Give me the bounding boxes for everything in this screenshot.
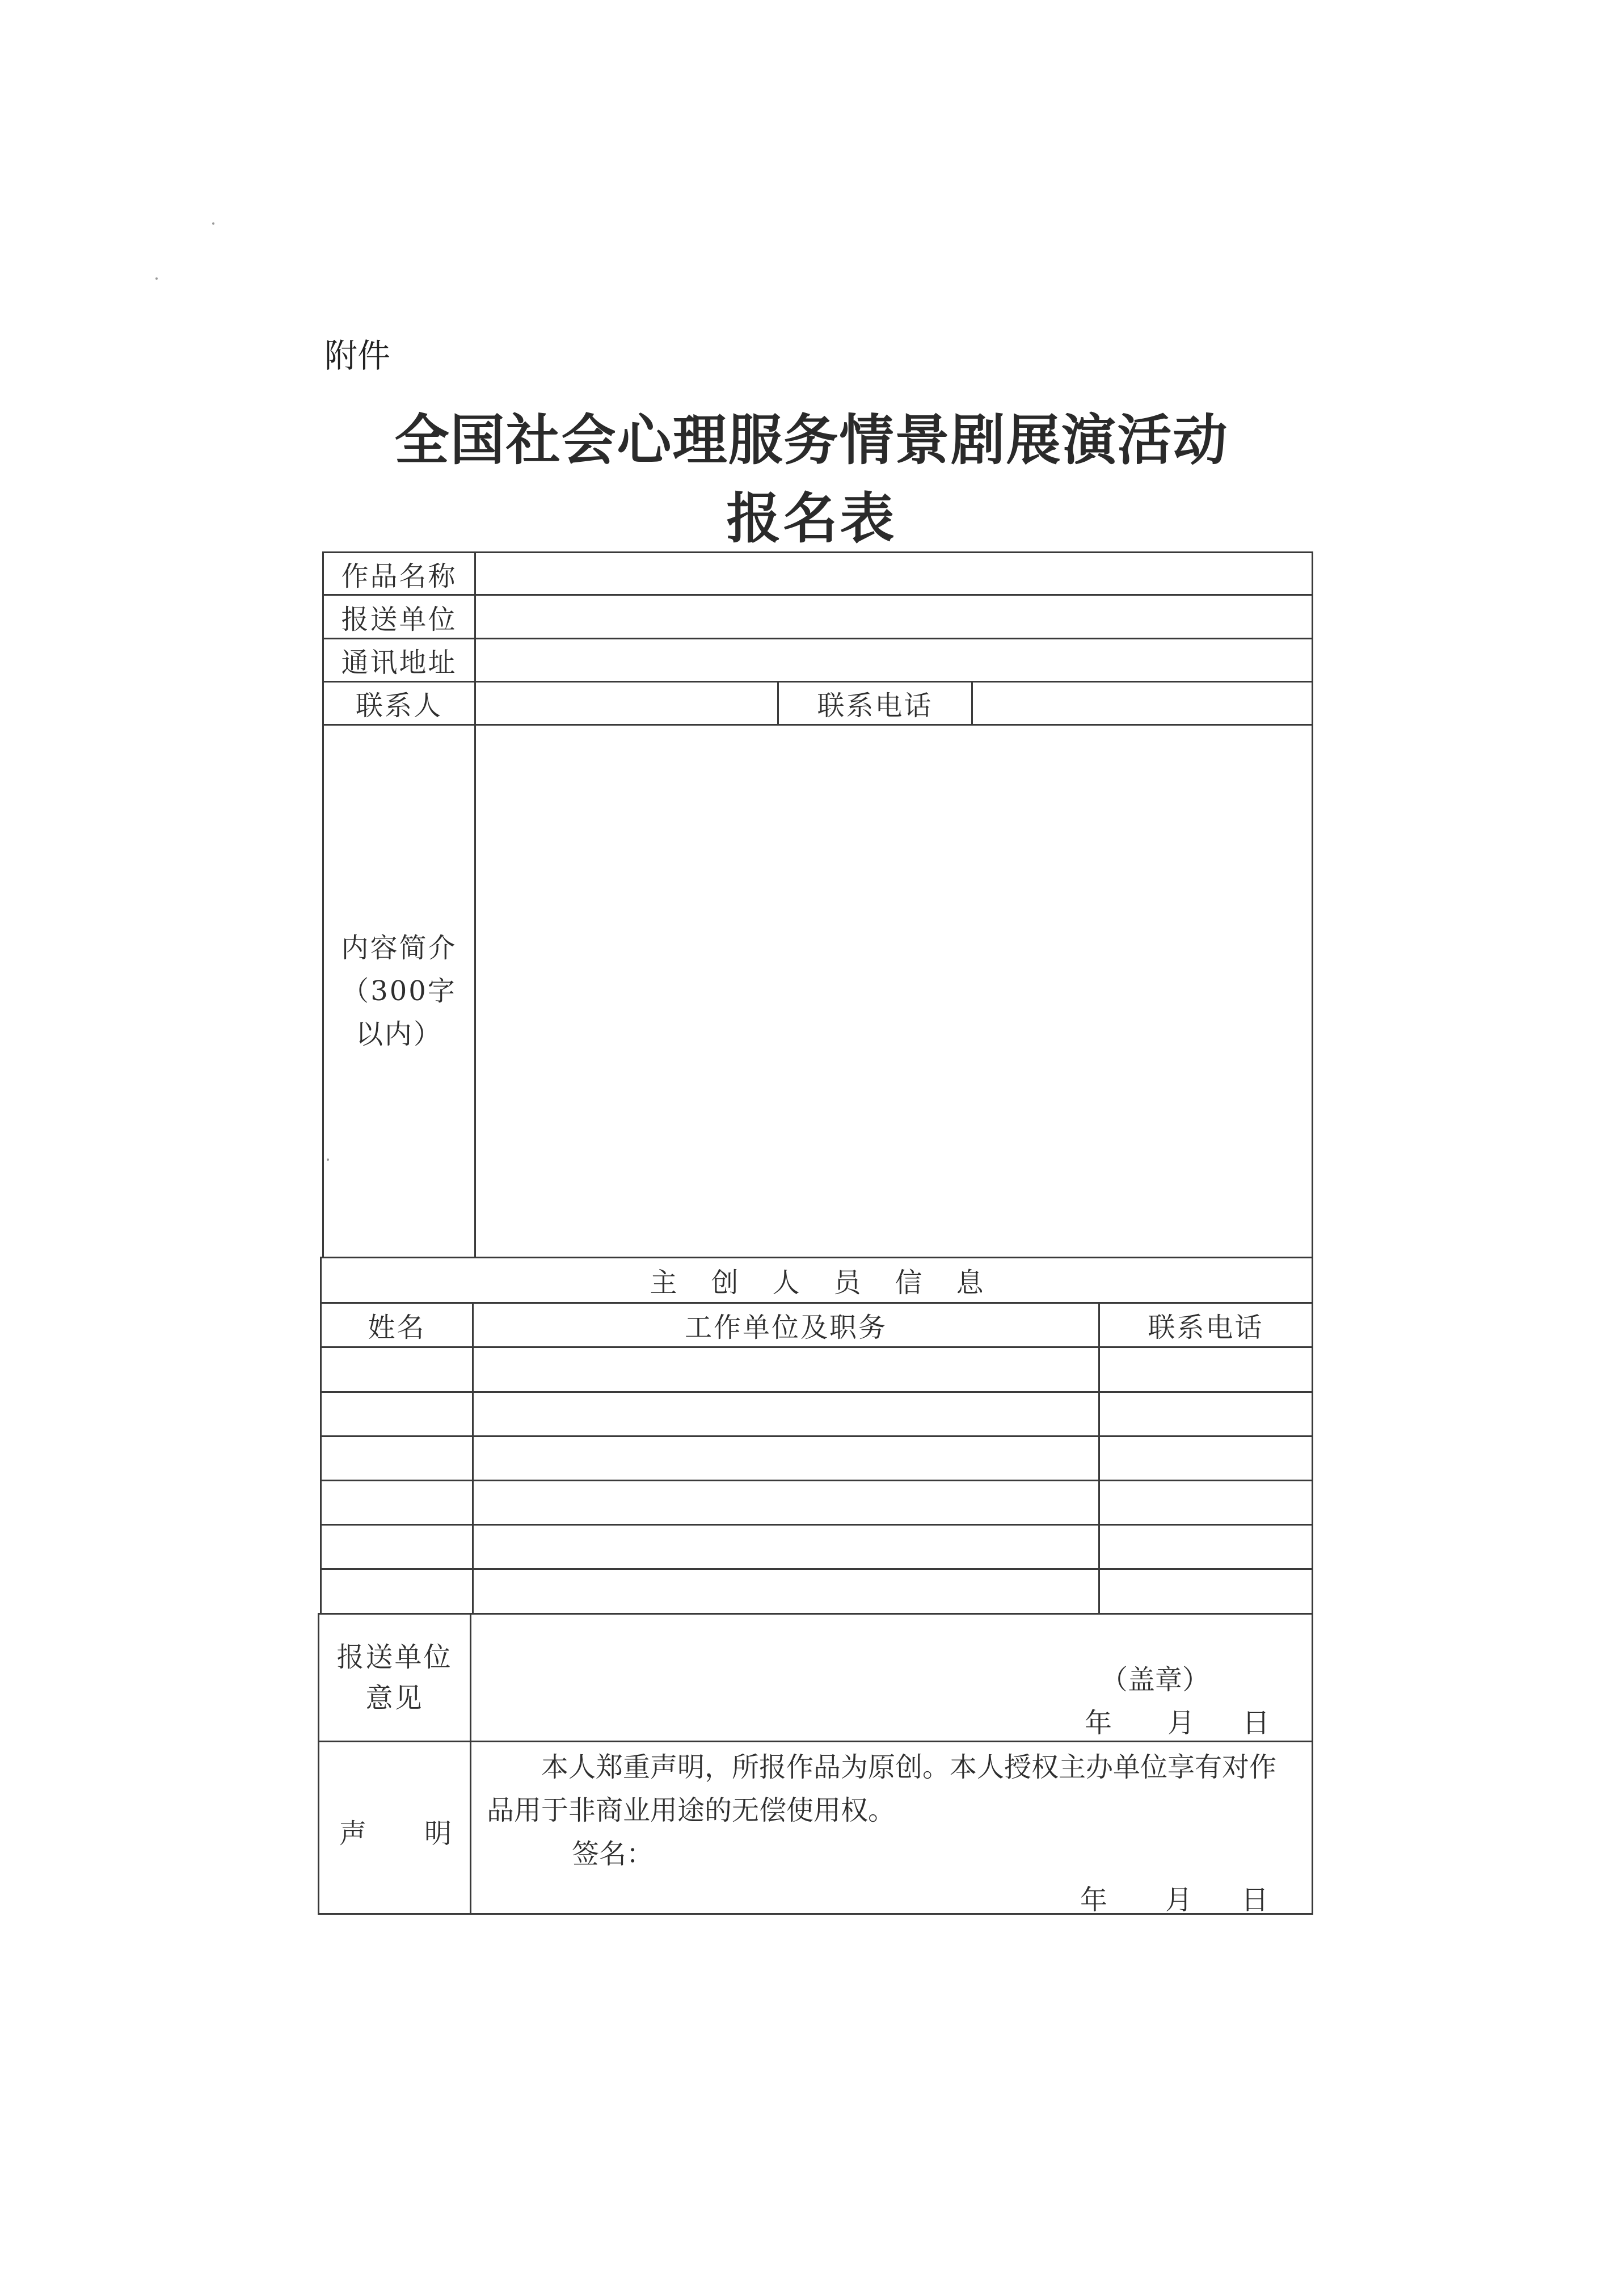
label-contact-person: 联系人 (355, 690, 442, 722)
attachment-label: 附件 (324, 336, 391, 375)
table-border-bottom (318, 1913, 1312, 1915)
creator-unit-cell[interactable] (474, 1481, 1098, 1524)
creator-phone-cell[interactable] (1100, 1393, 1312, 1435)
creator-name-cell[interactable] (322, 1348, 472, 1391)
declaration-line-1: 本人郑重声明，所报作品为原创。本人授权主办单位享有对作 (541, 1751, 1277, 1783)
creator-phone-cell[interactable] (1100, 1526, 1312, 1568)
mailing-address-field[interactable] (476, 639, 1312, 681)
declaration-label-char: 明 (424, 1818, 452, 1850)
seal-text: （盖章） (1101, 1664, 1210, 1696)
work-name-field[interactable] (476, 553, 1312, 594)
creator-unit-cell[interactable] (474, 1393, 1098, 1435)
creator-unit-cell[interactable] (474, 1348, 1098, 1391)
creator-phone-cell[interactable] (1100, 1481, 1312, 1524)
intro-label-line: 内容简介 (341, 932, 457, 964)
label-unit-opinion (319, 1615, 470, 1741)
label-content-intro (324, 726, 474, 1257)
scan-speck (155, 277, 158, 280)
creator-name-cell[interactable] (322, 1570, 472, 1613)
intro-label-line: 以内） (355, 1018, 442, 1050)
creator-phone-cell[interactable] (1100, 1570, 1312, 1613)
declaration-line-2: 品用于非商业用途的无偿使用权。 (487, 1794, 896, 1826)
creator-unit-cell[interactable] (474, 1570, 1098, 1613)
opinion-label-line: 报送单位 (336, 1641, 453, 1673)
scan-speck (212, 222, 214, 225)
col-header-name: 姓名 (368, 1312, 426, 1343)
label-mailing-address: 通讯地址 (341, 647, 457, 679)
creators-section-title: 主创人员信息 (650, 1267, 1018, 1299)
label-declaration (319, 1742, 470, 1913)
creator-name-cell[interactable] (322, 1393, 472, 1435)
declaration-year: 年 (1080, 1884, 1108, 1916)
label-submitting-unit: 报送单位 (341, 603, 457, 635)
contact-phone-field[interactable] (973, 683, 1312, 724)
table-border-right (1312, 551, 1313, 1915)
creator-unit-cell[interactable] (474, 1437, 1098, 1480)
signature-field[interactable] (647, 1832, 930, 1872)
col-header-unit: 工作单位及职务 (684, 1312, 887, 1343)
submitting-unit-field[interactable] (476, 596, 1312, 638)
intro-label-line: （300字 (342, 975, 457, 1007)
declaration-day: 日 (1241, 1884, 1269, 1916)
form-subtitle: 报名表 (726, 487, 897, 550)
opinion-day: 日 (1242, 1707, 1270, 1739)
form-title: 全国社会心理服务情景剧展演活动 (394, 408, 1229, 472)
scan-speck (327, 1158, 329, 1161)
creator-unit-cell[interactable] (474, 1526, 1098, 1568)
declaration-label-char: 声 (339, 1818, 367, 1850)
opinion-month: 月 (1167, 1707, 1195, 1739)
creator-phone-cell[interactable] (1100, 1437, 1312, 1480)
label-work-name: 作品名称 (341, 560, 457, 592)
contact-person-field[interactable] (476, 683, 777, 724)
signature-label: 签名： (572, 1838, 654, 1870)
creator-name-cell[interactable] (322, 1526, 472, 1568)
creator-name-cell[interactable] (322, 1481, 472, 1524)
content-intro-field[interactable] (476, 726, 1312, 1257)
opinion-label-line: 意见 (365, 1682, 424, 1714)
opinion-year: 年 (1085, 1707, 1112, 1739)
label-contact-phone: 联系电话 (817, 690, 933, 722)
declaration-month: 月 (1165, 1884, 1193, 1916)
col-header-phone: 联系电话 (1148, 1312, 1264, 1343)
creator-phone-cell[interactable] (1100, 1348, 1312, 1391)
creator-name-cell[interactable] (322, 1437, 472, 1480)
